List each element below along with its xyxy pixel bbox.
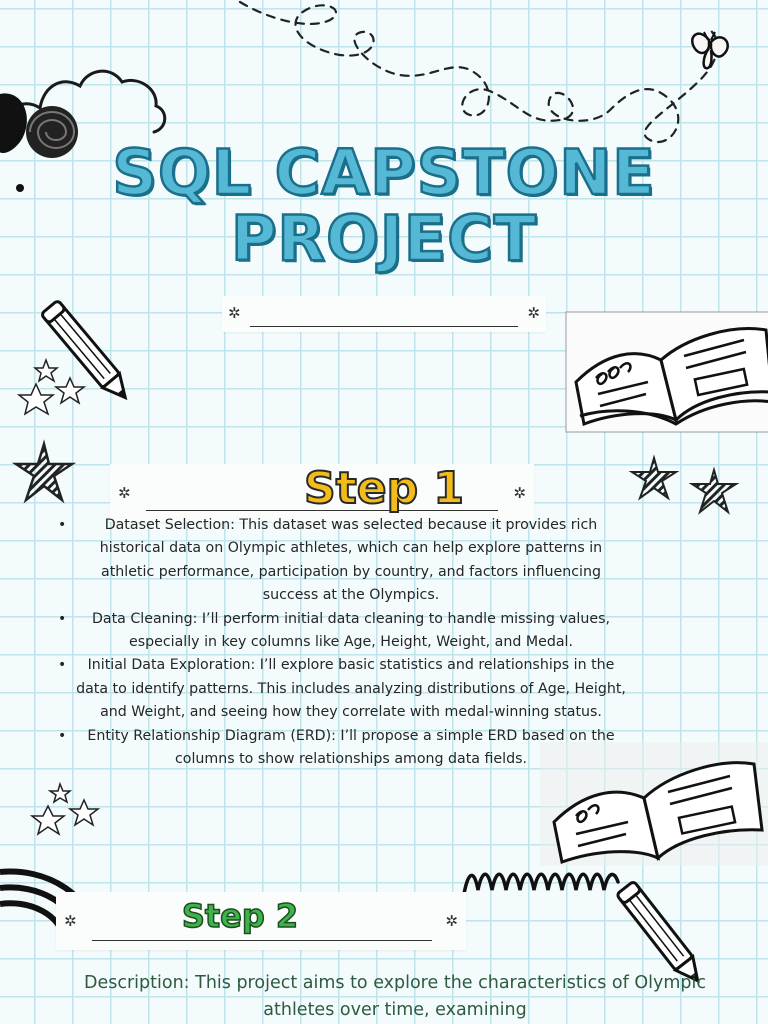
- title-line-1: SQL CAPSTONE: [112, 136, 656, 209]
- sparkle-icon: ✲: [228, 304, 241, 322]
- step1-heading: Step 1: [304, 463, 464, 514]
- star-icon: [18, 358, 88, 418]
- sparkle-icon: ✲: [64, 912, 77, 930]
- step2-heading: Step 2: [181, 897, 299, 935]
- list-item: • Data Cleaning: I’ll perform initial data cleaning to handle missing values, especially in key columns like Age, Height, Weight, and Medal.: [58, 608, 628, 655]
- title-underline: [250, 326, 518, 327]
- sparkle-icon: ✲: [513, 484, 526, 502]
- open-book-icon: [566, 312, 768, 432]
- list-item: • Initial Data Exploration: I’ll explore basic statistics and relationships in the data to identify patterns. This includes analyzing distributions of Age, Height, and Weight, and seeing how they correlate with medal-winning status.: [58, 654, 628, 724]
- star-icon: [32, 782, 102, 840]
- list-item: • Dataset Selection: This dataset was selected because it provides rich historical data on Olympic athletes, which can help explore patterns in athletic performance, participation by country, and factors influencing success at the Olympics.: [58, 514, 628, 608]
- list-item: • Entity Relationship Diagram (ERD): I’ll propose a simple ERD based on the columns to show relationships among data fields.: [58, 725, 628, 772]
- title-line-2: PROJECT: [230, 202, 538, 275]
- sparkle-icon: ✲: [527, 304, 540, 322]
- step2-underline: [92, 940, 432, 941]
- page-title: [0, 136, 768, 275]
- step1-bullet-list: [58, 514, 628, 771]
- butterfly-icon: [688, 28, 732, 76]
- sparkle-icon: ✲: [445, 912, 458, 930]
- title-underline-card: [222, 296, 546, 332]
- zigzag-icon: [462, 862, 622, 902]
- sparkle-icon: ✲: [118, 484, 131, 502]
- step2-description: Description: This project aims to explore the characteristics of Olympic athletes over time, examining: [84, 973, 706, 1020]
